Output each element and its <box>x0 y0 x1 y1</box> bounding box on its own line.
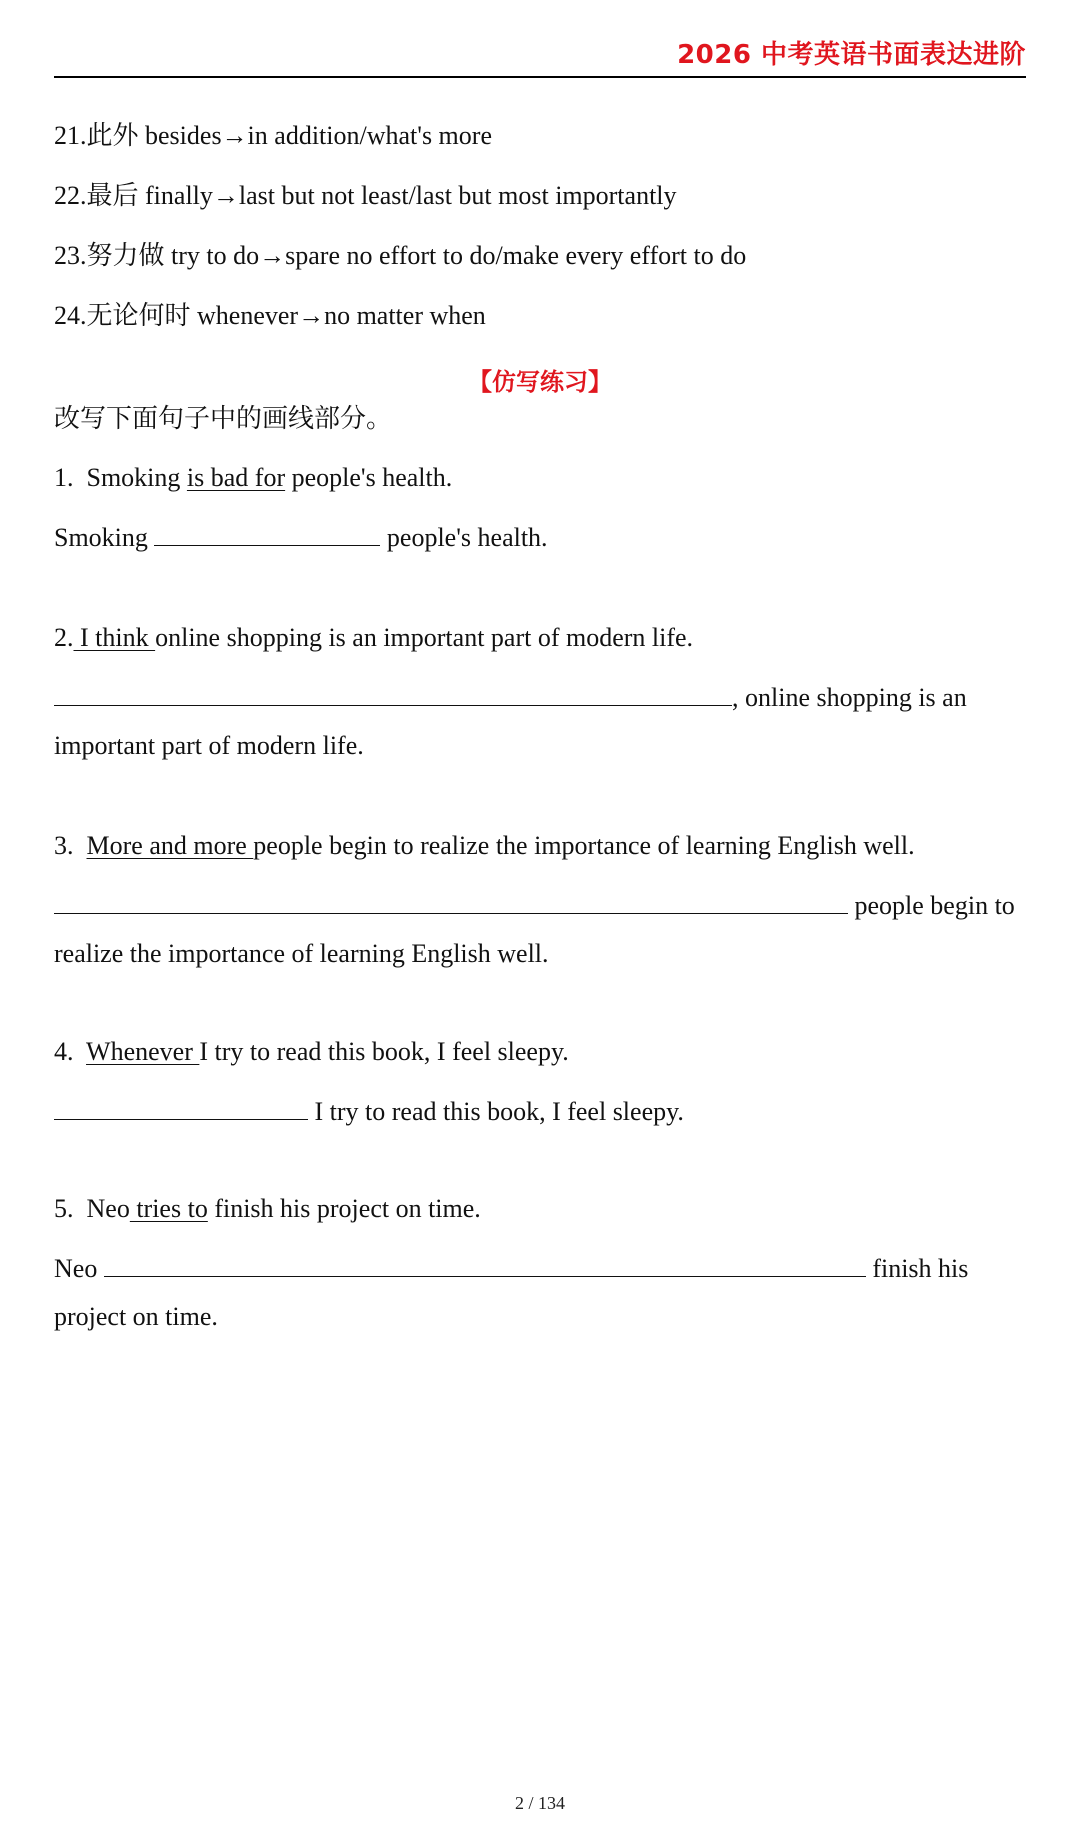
exercise-text: finish his project on time. <box>207 1194 481 1223</box>
page-number: 2 / 134 <box>514 1793 565 1813</box>
answer-blank[interactable] <box>54 889 848 914</box>
exercise-2-sentence <box>54 622 693 654</box>
exercise-number: 5. <box>54 1194 74 1223</box>
section-instruction: 改写下面句子中的画线部分。 <box>54 404 393 434</box>
header-title: 2026 中考英语书面表达进阶 <box>677 40 1026 70</box>
phrase-chinese: 无论何时 <box>86 301 191 331</box>
phrase-number: 21. <box>54 121 87 150</box>
phrase-23 <box>54 240 746 272</box>
phrase-english: try to do→spare no effort to do/make every effort to do <box>164 241 747 270</box>
exercise-3-answer <box>54 889 1015 922</box>
exercise-number: 3. <box>54 831 74 860</box>
exercise-3-sentence <box>54 830 915 862</box>
phrase-21 <box>54 120 492 152</box>
exercise-2-answer-cont: important part of modern life. <box>54 731 364 760</box>
answer-blank[interactable] <box>154 521 380 546</box>
underlined-part: More and more <box>86 831 254 860</box>
phrase-number: 24. <box>54 301 87 330</box>
exercise-5-answer <box>54 1252 968 1285</box>
answer-text: , online shopping is an <box>732 683 967 712</box>
phrase-22 <box>54 180 677 212</box>
exercise-text: people's health. <box>285 463 453 492</box>
exercise-text: people begin to realize the importance of learning English well. <box>253 831 915 860</box>
answer-text: Smoking <box>54 523 155 552</box>
answer-blank[interactable] <box>54 681 732 706</box>
exercise-5-answer-cont: project on time. <box>54 1302 218 1331</box>
exercise-3-answer-cont: realize the importance of learning English well. <box>54 939 549 968</box>
exercise-number: 4. <box>54 1037 74 1066</box>
exercise-text: Neo <box>86 1194 130 1223</box>
phrase-chinese: 最后 <box>86 181 139 211</box>
exercise-text: online shopping is an important part of modern life. <box>155 623 694 652</box>
phrase-english: whenever→no matter when <box>190 301 486 330</box>
exercise-2-answer <box>54 681 967 714</box>
header-rule <box>54 76 1026 78</box>
phrase-english: finally→last but not least/last but most importantly <box>138 181 677 210</box>
exercise-1-answer <box>54 521 548 554</box>
phrase-24 <box>54 300 486 332</box>
answer-text: finish his <box>865 1254 969 1283</box>
exercise-1-sentence <box>54 462 452 494</box>
exercise-4-answer <box>54 1095 684 1128</box>
phrase-number: 23. <box>54 241 87 270</box>
exercise-4-sentence <box>54 1036 569 1068</box>
underlined-part: Whenever <box>86 1037 200 1066</box>
answer-text: people begin to <box>848 891 1015 920</box>
answer-text: people's health. <box>380 523 548 552</box>
phrase-chinese: 此外 <box>86 121 139 151</box>
phrase-english: besides→in addition/what's more <box>138 121 492 150</box>
phrase-chinese: 努力做 <box>86 241 165 271</box>
exercise-number: 2. <box>54 623 74 652</box>
answer-text: I try to read this book, I feel sleepy. <box>308 1097 684 1126</box>
exercise-number: 1. <box>54 463 74 492</box>
section-title: 【仿写练习】 <box>468 368 612 396</box>
answer-blank[interactable] <box>104 1252 866 1277</box>
answer-blank[interactable] <box>54 1095 308 1120</box>
answer-text: Neo <box>54 1254 104 1283</box>
exercise-text: Smoking <box>86 463 187 492</box>
exercise-5-sentence <box>54 1193 481 1225</box>
underlined-part: tries to <box>129 1194 208 1223</box>
underlined-part: I think <box>73 623 156 652</box>
phrase-number: 22. <box>54 181 87 210</box>
exercise-text: I try to read this book, I feel sleepy. <box>199 1037 569 1066</box>
underlined-part: is bad for <box>186 463 286 492</box>
